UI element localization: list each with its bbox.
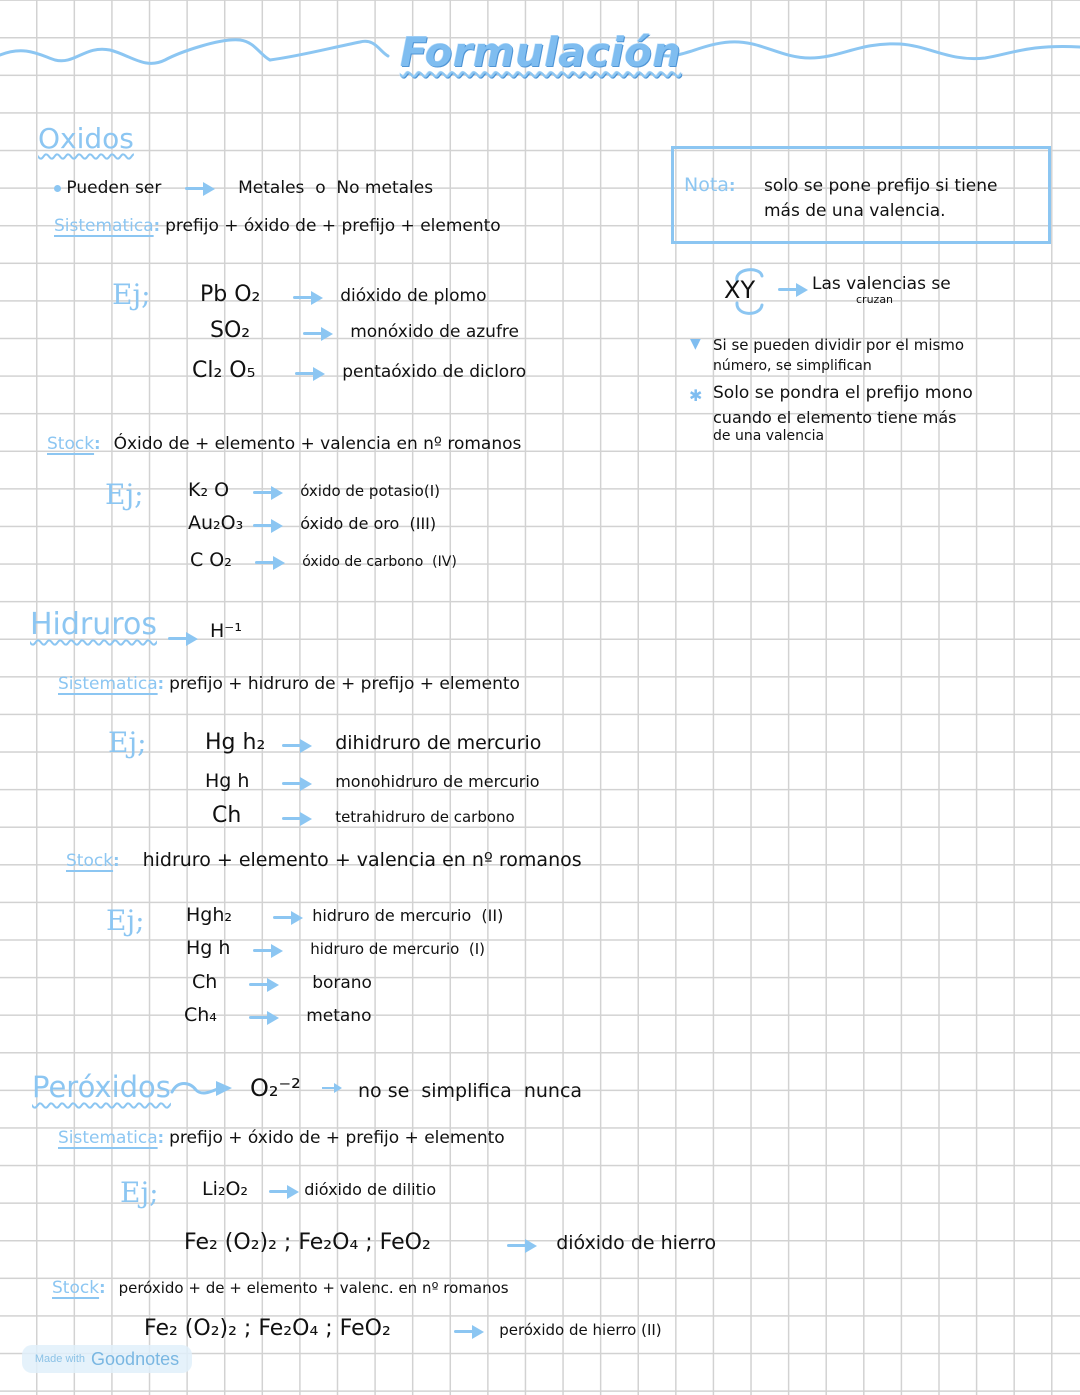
- colon-icon: :: [113, 851, 120, 870]
- xy-symbol: XY: [724, 276, 756, 304]
- arrow-icon: [295, 367, 325, 379]
- formula: Au₂O₃: [188, 512, 244, 534]
- peroxidos-sistematica: [58, 1128, 505, 1148]
- side-note-1-line2: número, se simplifican: [713, 358, 872, 374]
- oxidos-sis-example-2: [210, 318, 519, 343]
- peroxidos-sis-example-2: [184, 1230, 716, 1255]
- arrow-icon: [185, 182, 215, 194]
- label-sistematica: Sistematica: [54, 216, 154, 236]
- arrow-icon: [293, 291, 323, 303]
- watermark-small-text: Made with: [34, 1353, 86, 1365]
- compound-name: óxido de oro (III): [300, 514, 437, 533]
- oxidos-stock: [47, 434, 521, 454]
- colon-icon: :: [157, 674, 165, 693]
- colon-icon: :: [157, 1128, 165, 1147]
- formula: K₂ O: [188, 479, 230, 501]
- label-stock: Stock: [47, 434, 95, 454]
- arrow-icon: [778, 283, 808, 295]
- formula: Hg h: [186, 937, 231, 959]
- note-label-wrap: [684, 174, 735, 196]
- hidruros-stock: [66, 849, 582, 871]
- compound-name: óxido de carbono (IV): [302, 554, 457, 570]
- note-text-line1: solo se pone prefijo si tiene: [764, 176, 998, 196]
- compound-name: dióxido de plomo: [340, 286, 487, 306]
- star-bullet-icon: ✱: [689, 386, 703, 405]
- section-heading-hidruros: Hidruros: [30, 607, 157, 642]
- formula: SO₂: [210, 318, 251, 343]
- formula: Fe₂ (O₂)₂ ; Fe₂O₄ ; FeO₂: [184, 1230, 431, 1255]
- arrow-icon: [249, 1011, 279, 1023]
- formula: Ch: [212, 803, 242, 828]
- compound-name: borano: [312, 973, 372, 993]
- side-note-2-line3: de una valencia: [713, 428, 825, 444]
- rule-text: prefijo + hidruro de + prefijo + elemento: [169, 674, 520, 694]
- compound-name: monóxido de azufre: [350, 322, 520, 342]
- label-stock: Stock: [66, 851, 114, 871]
- colon-icon: :: [728, 176, 736, 195]
- ej-label: Ej;: [105, 478, 144, 511]
- colon-icon: :: [94, 434, 101, 453]
- side-note-1-line1: Si se pueden dividir por el mismo: [713, 336, 965, 354]
- oxidos-stock-example-1: [188, 479, 440, 501]
- compound-name: dióxido de dilitio: [304, 1180, 437, 1199]
- arrow-icon: [253, 944, 283, 956]
- label-sistematica: Sistematica: [58, 674, 158, 694]
- arrow-icon: [282, 777, 312, 789]
- compound-name: metano: [306, 1006, 372, 1026]
- label-stock: Stock: [52, 1278, 100, 1298]
- ej-label: Ej;: [106, 904, 145, 937]
- oxidos-bullet-right: Metales o No metales: [238, 178, 434, 198]
- rule-text: prefijo + óxido de + prefijo + elemento: [165, 216, 501, 236]
- peroxidos-stock: [52, 1278, 509, 1298]
- colon-icon: :: [99, 1278, 106, 1297]
- oxidos-sistematica: [54, 216, 501, 236]
- formula: C O₂: [190, 549, 232, 571]
- rule-text: Óxido de + elemento + valencia en nº romanos: [113, 434, 522, 454]
- arrow-icon: [249, 978, 279, 990]
- section-heading-oxidos: Oxidos: [38, 122, 134, 155]
- arrow-icon: [454, 1325, 484, 1337]
- formula: Hg h₂: [205, 730, 266, 755]
- note-label: Nota: [684, 174, 729, 196]
- oxidos-sis-example-1: [200, 282, 487, 307]
- page-title: Formulación: [400, 30, 682, 76]
- formula: Hg h: [205, 770, 250, 792]
- ej-label: Ej;: [120, 1176, 159, 1209]
- compound-name: dihidruro de mercurio: [335, 732, 542, 754]
- formula: Fe₂ (O₂)₂ ; Fe₂O₄ ; FeO₂: [144, 1316, 391, 1341]
- compound-name: peróxido de hierro (II): [499, 1321, 662, 1339]
- hidruros-sis-example-1: [205, 730, 541, 755]
- compound-name: monohidruro de mercurio: [335, 772, 540, 791]
- note-text-line2: más de una valencia.: [764, 201, 946, 221]
- hidruros-stock-example-2: [186, 937, 485, 959]
- formula: Pb O₂: [200, 282, 261, 307]
- formula: Li₂O₂: [202, 1178, 249, 1200]
- xy-arrow: [778, 278, 808, 297]
- hidruros-sis-example-3: [212, 803, 515, 828]
- compound-name: hidruro de mercurio (I): [310, 940, 485, 958]
- formula: Ch₄: [184, 1004, 217, 1026]
- watermark-brand-text: Goodnotes: [91, 1348, 180, 1369]
- oxidos-stock-example-2: [188, 512, 436, 534]
- compound-name: tetrahidruro de carbono: [335, 808, 515, 826]
- xy-text-line2: cruzan: [856, 293, 894, 306]
- oxidos-bullet: [54, 178, 433, 198]
- hidruros-stock-example-3: [192, 971, 372, 993]
- side-note-2-line1: Solo se pondra el prefijo mono: [713, 383, 973, 403]
- oxidos-sis-example-3: [192, 358, 526, 383]
- xy-text-line1: Las valencias se: [812, 274, 951, 294]
- peroxidos-sis-example-1: [202, 1178, 436, 1200]
- rule-text: hidruro + elemento + valencia en nº romanos: [142, 849, 582, 871]
- arrow-icon: [269, 1185, 299, 1197]
- compound-name: hidruro de mercurio (II): [312, 906, 504, 925]
- hidruros-sis-example-2: [205, 770, 540, 792]
- formula: Ch: [192, 971, 218, 993]
- hidruros-arrow: [168, 627, 198, 646]
- formula: Hgh₂: [186, 904, 233, 926]
- colon-icon: :: [153, 216, 161, 235]
- bullet-icon: ▼: [690, 336, 701, 352]
- arrow-icon: [253, 519, 283, 531]
- rule-text: peróxido + de + elemento + valenc. en nº romanos: [118, 1279, 509, 1297]
- compound-name: óxido de potasio(I): [300, 482, 440, 500]
- peroxide-ion-note: no se simplifica nunca: [358, 1080, 583, 1102]
- hidruros-stock-example-4: [184, 1004, 371, 1026]
- side-note-2-line2: cuando el elemento tiene más: [713, 408, 957, 427]
- compound-name: dióxido de hierro: [556, 1232, 717, 1254]
- formula: Cl₂ O₅: [192, 358, 256, 383]
- arrow-icon: [282, 739, 312, 751]
- arrow-icon: [255, 556, 285, 568]
- peroxidos-stock-example-1: [144, 1316, 662, 1341]
- hydride-ion: H⁻¹: [210, 620, 242, 642]
- section-heading-peroxidos: Peróxidos: [32, 1070, 171, 1104]
- rule-text: prefijo + óxido de + prefijo + elemento: [169, 1128, 505, 1148]
- bullet-icon: [54, 185, 61, 192]
- arrow-icon: [282, 812, 312, 824]
- arrow-icon: [507, 1239, 537, 1251]
- label-sistematica: Sistematica: [58, 1128, 158, 1148]
- goodnotes-watermark: [22, 1345, 192, 1373]
- ej-label: Ej;: [108, 726, 147, 759]
- peroxide-ion: O₂⁻²: [250, 1074, 301, 1102]
- oxidos-bullet-left: Pueden ser: [66, 178, 162, 198]
- arrow-icon: [253, 486, 283, 498]
- arrow-icon: [168, 632, 198, 644]
- hidruros-stock-example-1: [186, 904, 503, 926]
- arrow-icon: [273, 911, 303, 923]
- ej-label: Ej;: [112, 278, 151, 311]
- oxidos-stock-example-3: [190, 549, 457, 571]
- arrow-icon: [303, 327, 333, 339]
- compound-name: pentaóxido de dicloro: [342, 362, 527, 382]
- hidruros-sistematica: [58, 674, 520, 694]
